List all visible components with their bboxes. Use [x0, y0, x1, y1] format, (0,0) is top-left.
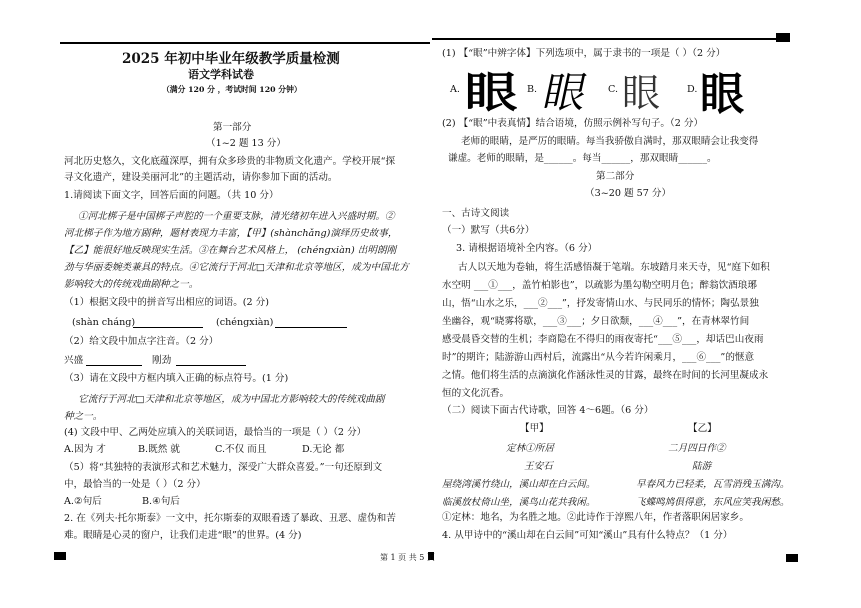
- option-b2[interactable]: B.④句后: [142, 496, 180, 507]
- answer-blank-1[interactable]: [133, 327, 203, 328]
- poem-b-line-2: 飞蝶鸣鸠俱得意，东风应笑我闲愁。: [636, 497, 790, 508]
- passage-line-3: 【乙】能很好地反映现实生活。③在舞台艺术风格上， (chénɡxiàn) 出明朗刚: [64, 245, 397, 256]
- poem-b-line-1: 早春风力已轻柔，瓦雪消残玉满沟。: [636, 479, 790, 490]
- pinyin-1: (shàn chánɡ): [72, 317, 136, 328]
- question-1-1: （1）根据文段中的拼音写出相应的词语。(2 分): [64, 297, 270, 308]
- poem-a-line-1: 屋绕湾溪竹绕山，溪山却在白云间。: [442, 479, 596, 490]
- question-1: 1.请阅读下面文字，回答后面的问题。（共 10 分）: [64, 190, 279, 201]
- calligraphy-char-b[interactable]: 眼: [539, 68, 592, 117]
- top-rule-left: [60, 42, 430, 44]
- glyph-label-d: D.: [687, 84, 698, 95]
- intro-line-1: 河北历史悠久，文化底蕴深厚，拥有众多珍贵的非物质文化遗产。学校开展“探: [64, 156, 396, 167]
- page-number: 第 1 页 共 5 页: [380, 553, 435, 562]
- poem-b-mark: 【乙】: [688, 423, 717, 434]
- question-2-line-1: 2. 在《列夫·托尔斯泰》一文中，托尔斯泰的双眼看透了暴政、丑恶、虚伪和苦: [64, 513, 396, 524]
- question-1-3: （3）请在文段中方框内填入正确的标点符号。(1 分): [64, 373, 289, 384]
- calligraphy-char-a[interactable]: 眼: [464, 68, 518, 117]
- calligraphy-char-d[interactable]: 眼: [700, 69, 744, 120]
- passage-line-1: ①河北梆子是中国梆子声腔的一个重要支脉，清光绪初年进入兴盛时期。②: [78, 211, 395, 222]
- option-d[interactable]: D.无论 都: [302, 444, 345, 455]
- exam-subtitle: 语文学科试卷: [188, 68, 254, 81]
- passage-line-6: 它流行于河北□天津和北京等地区，成为中国北方影响较大的传统戏曲剧: [78, 394, 385, 405]
- section-2: （二）阅读下面古代诗歌，回答 4～6题。（6 分）: [442, 405, 654, 416]
- part1-range: （1~2 题 13 分）: [206, 138, 286, 149]
- reading-line-3: 山，悟“山水之乐，___②___”，抒发寄情山水、与民同乐的情怀；陶弘景独: [442, 298, 759, 309]
- question-3: 3. 请根据语境补全内容。（6 分）: [456, 243, 598, 254]
- glyph-label-b: B.: [527, 84, 538, 95]
- corner-mark-bottom-right: [786, 554, 798, 562]
- passage-line-7: 种之一。: [64, 411, 103, 422]
- top-rule-right: [432, 38, 777, 40]
- part2-title: 第二部分: [596, 171, 635, 182]
- reading-line-5: 感受晨昏交替的生机；李商隐在不得归的雨夜寄托“___⑤___，却话巴山夜雨: [442, 334, 764, 345]
- answer-blank-4[interactable]: [176, 365, 246, 366]
- corner-mark-top-right: [776, 33, 790, 42]
- exam-meta: （满分 120 分 ，考试时间 120 分钟）: [162, 85, 302, 94]
- poem-a-mark: 【甲】: [520, 423, 549, 434]
- question-1-5: （5）将“其独特的表演形式和艺术魅力，深受广大群众喜爱。”一句还原到文: [64, 462, 383, 473]
- passage-line-4: 劲与华丽委婉类兼具的特点。④它流行于河北□天津和北京等地区，成为中国北方: [64, 262, 409, 273]
- corner-mark-bottom-left: [54, 552, 66, 560]
- answer-blank-3[interactable]: [86, 365, 142, 366]
- answer-blank-2[interactable]: [275, 327, 347, 328]
- reading-line-1: 古人以天地为卷轴，将生活感悟凝于笔端。东坡踏月来天寺，见“庭下如积: [458, 262, 770, 273]
- exam-title: 2025 年初中毕业年级教学质量检测: [122, 51, 340, 67]
- poem-a-title: 定林①所居: [506, 443, 554, 454]
- question-2-2: (2) 【“眼”中表真情】结合语境，仿照示例补写句子。（2 分）: [442, 118, 704, 129]
- option-c[interactable]: C.不仅 而且: [215, 444, 267, 455]
- option-b[interactable]: B.既然 就: [138, 444, 180, 455]
- example-line-2: 谦虚。老师的眼睛，是______。每当______，那双眼睛______。: [448, 153, 717, 164]
- glyph-label-c: C.: [608, 84, 619, 95]
- question-4: 4. 从甲诗中的“溪山却在白云间”可知“溪山”具有什么特点？（1 分）: [442, 530, 733, 541]
- passage-line-2: 河北梆子作为地方剧种，题材表现力丰富，【甲】(shànchǎng)演绎历史故事，: [64, 228, 398, 239]
- glyph-label-a: A.: [450, 84, 460, 95]
- question-1-4: (4) 文段中甲、乙两处应填入的关联词语，最恰当的一项是（ ）（2 分）: [64, 427, 367, 438]
- pinyin-2: (chénɡxiàn): [216, 317, 274, 328]
- section-1: 一、古诗文阅读: [442, 208, 510, 219]
- example-line-1: 老师的眼睛，是严厉的眼睛。每当我骄傲自满时，那双眼睛会让我变得: [461, 136, 759, 147]
- part1-title: 第一部分: [213, 122, 252, 133]
- reading-line-6: 时”的期许；陆游游山西村后，流露出“从今若许闲乘月，___⑥___”的惬意: [442, 352, 755, 363]
- poem-a-author: 王安石: [524, 461, 553, 472]
- reading-line-4: 坐幽谷，观“晓雾将歇，___③___；夕日欲颓，___④___”，在青林翠竹间: [442, 316, 750, 327]
- reading-line-8: 恒的文化沉香。: [442, 388, 510, 399]
- question-2-1: (1) 【“眼”中辨字体】下列选项中，属于隶书的一项是（ ）（2 分）: [442, 48, 726, 59]
- intro-line-2: 寻文化遗产，建设美丽河北”的主题活动，请你参加下面的活动。: [64, 172, 338, 183]
- calligraphy-char-c[interactable]: 眼: [622, 71, 661, 115]
- reading-line-2: 水空明 ___①___，盖竹柏影也”，以疏影为墨勾勒空明月色；醉翁饮酒琅琊: [442, 280, 757, 291]
- poem-b-title: 二月四日作②: [668, 443, 726, 454]
- question-1-2: （2）给文段中加点字注音。（2 分）: [64, 336, 219, 347]
- poem-a-line-2: 临溪放杖倚山坐，溪鸟山花共我闲。: [442, 497, 596, 508]
- poem-b-author: 陆游: [692, 461, 712, 472]
- passage-line-5: 影响较大的传统戏曲剧种之一。: [64, 279, 199, 290]
- section-1a: （一）默写（共6分）: [442, 225, 535, 236]
- poem-note: ①定林：地名，为名胜之地。②此诗作于淳熙八年，作者落职闲居家乡。: [442, 512, 749, 523]
- option-a[interactable]: A.因为 才: [64, 444, 106, 455]
- word-1: 兴盛: [64, 355, 84, 366]
- reading-line-7: 之情。他们将生活的点滴演化作涵泳性灵的甘露，最终在时间的长河里凝成永: [442, 370, 769, 381]
- option-a2[interactable]: A.②句后: [64, 496, 102, 507]
- word-2: 刚劲: [152, 355, 172, 366]
- part2-range: （3~20 题 57 分）: [585, 188, 672, 199]
- question-1-5-cont: 中，最恰当的一处是（ ）（2 分）: [64, 479, 206, 490]
- question-2-line-2: 难。眼睛是心灵的窗户，让我们走进“眼”的世界。(4 分): [64, 530, 302, 541]
